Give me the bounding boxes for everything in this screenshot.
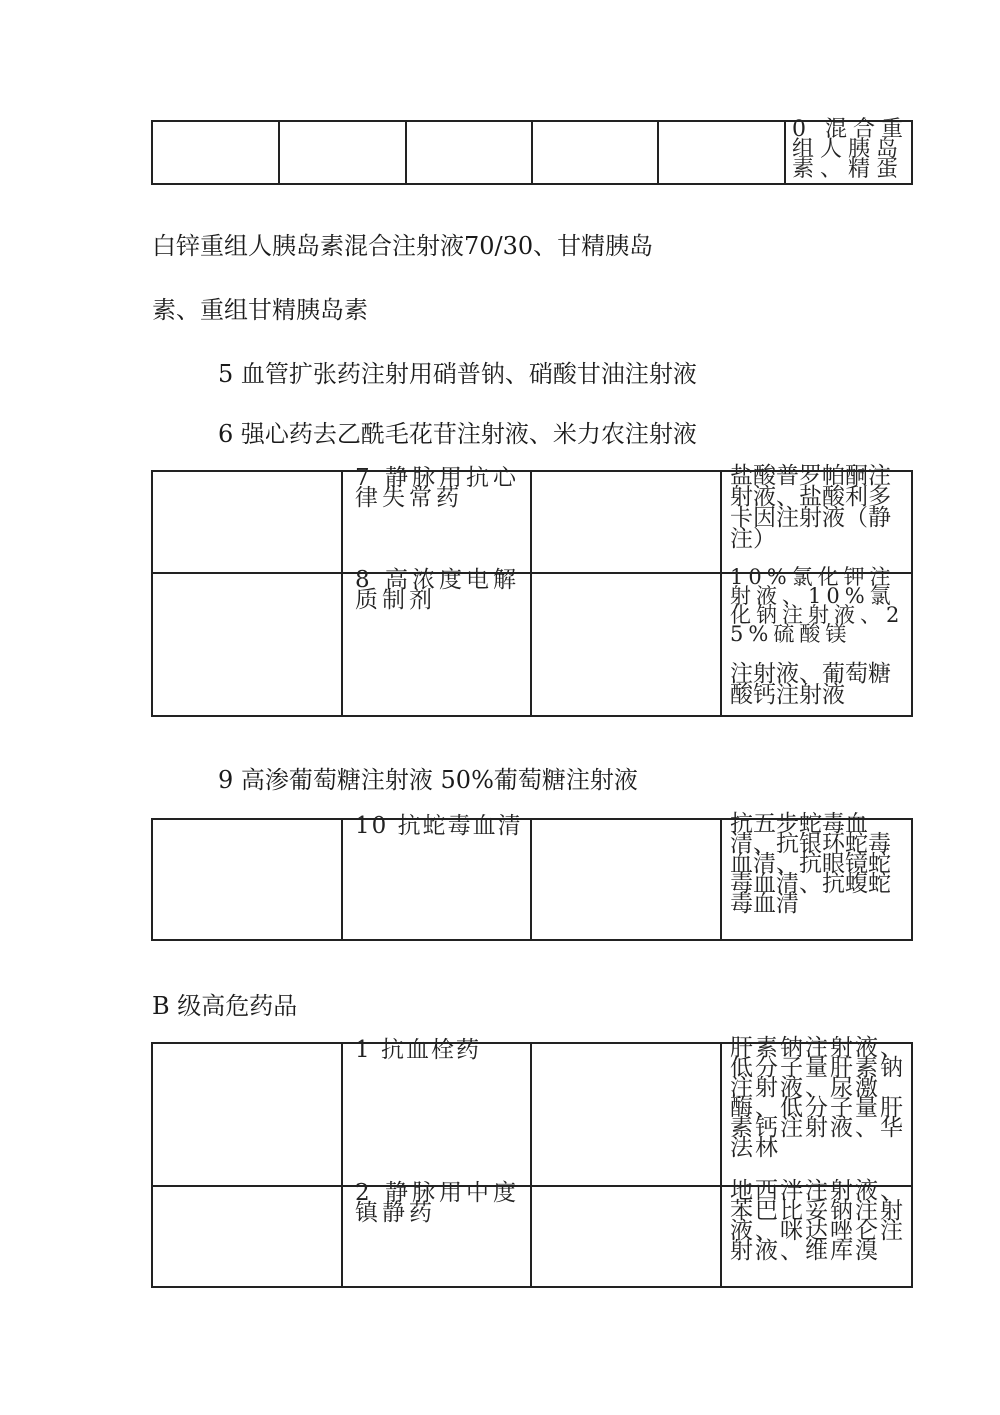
table-cell: [152, 573, 342, 716]
table-cell: [531, 471, 721, 573]
table-cell: [342, 813, 531, 940]
table-b-grade-drugs: [151, 1035, 913, 1288]
paragraph-insulin-line1: [152, 226, 653, 261]
table-antivenom: [151, 811, 913, 941]
table-cell: [658, 121, 785, 184]
table-cell: [532, 121, 658, 184]
drug-list-text: 抗五步蛇毒血清、抗银环蛇毒血清、抗眼镜蛇毒血清、抗蝮蛇毒血清: [730, 811, 891, 917]
drug-list-text: 地西泮注射液、苯巴比妥钠注射液、咪达唑仑注射液、维库溴: [730, 1178, 905, 1264]
category-text: 8 高浓度电解质制剂: [355, 567, 520, 613]
item-cardiotonics: 6 强心药去乙酰毛花苷注射液、米力农注射液: [218, 420, 697, 448]
table-row: [152, 819, 912, 940]
category-text: 10 抗蛇毒血清: [355, 813, 523, 839]
table-cell: [342, 1037, 531, 1186]
table-cell: [152, 1186, 342, 1287]
table-cell: [721, 463, 912, 573]
table-cell: [279, 121, 406, 184]
category-text: 1 抗血栓药: [355, 1037, 481, 1063]
insulin-text-rest: 70/30、甘精胰岛: [464, 232, 654, 260]
table-row: [152, 121, 912, 184]
table-cell: [531, 819, 721, 940]
item-hypertonic-glucose: 9 高渗葡萄糖注射液 50%葡萄糖注射液: [218, 766, 638, 794]
table-cell: [531, 1186, 721, 1287]
table-row: [152, 1186, 912, 1287]
table-cell: [721, 1035, 912, 1186]
table-cell: [342, 1180, 531, 1287]
table-row: [152, 573, 912, 716]
table-cell: [152, 819, 342, 940]
table-cell: [531, 573, 721, 716]
drug-list-text: 盐酸普罗帕酮注射液、盐酸利多卡因注射液（静注）: [730, 463, 891, 552]
category-text: 2 静脉用中度镇静药: [355, 1180, 520, 1226]
table-cell: [152, 471, 342, 573]
table-cell: [152, 1043, 342, 1186]
table-cell: [342, 465, 531, 573]
table-cell: [152, 121, 279, 184]
table-row: [152, 1043, 912, 1186]
table-row: [152, 471, 912, 573]
table-cell: [721, 811, 912, 940]
category-text: 7 静脉用抗心律失常药: [355, 465, 520, 511]
section-title-b-grade: B 级高危药品: [152, 992, 298, 1020]
insulin-text-bold: 白锌重组人胰岛素混合注射液: [152, 232, 464, 260]
table-cell: [721, 1178, 912, 1287]
table-cell: [721, 565, 912, 716]
table-cell: [785, 117, 912, 184]
drug-list-text-continued: 注射液、葡萄糖酸钙注射液: [730, 661, 891, 708]
table-continuation: [151, 117, 913, 185]
table-cell: [406, 121, 532, 184]
drug-list-text: 肝素钠注射液、低分子量肝素钠注射液、尿激酶、低分子量肝素钙注射液、华法林: [730, 1035, 905, 1161]
table-antiarrhythmic-electrolyte: [151, 463, 913, 717]
table-cell: [342, 567, 531, 716]
paragraph-insulin-line2: 素、重组甘精胰岛素: [152, 296, 368, 324]
table-cell: [531, 1043, 721, 1186]
item-vasodilators: 5 血管扩张药注射用硝普钠、硝酸甘油注射液: [218, 360, 697, 388]
drug-list-text: 0 混合重组人胰岛素、精蛋: [792, 117, 909, 182]
drug-list-text: 10%氯化钾注射液、10%氯化钠注射液、25%硫酸镁: [730, 565, 905, 646]
